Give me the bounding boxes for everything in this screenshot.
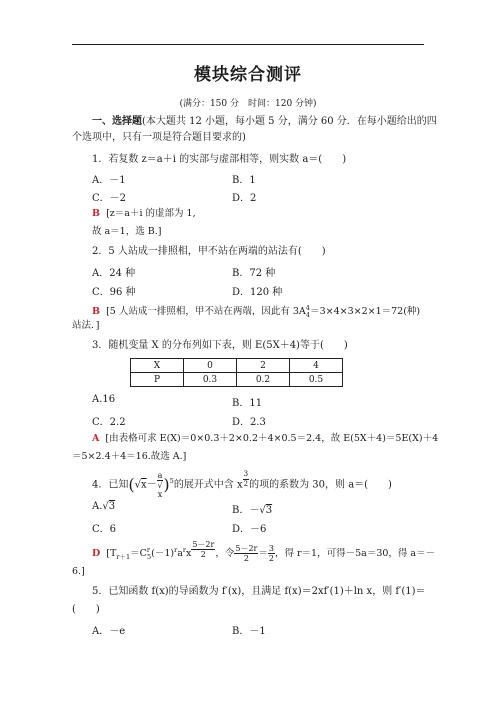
q4-frac2-den: 2 [243, 554, 249, 564]
q4-expr-x: x [141, 479, 147, 491]
table-cell: 0.3 [184, 373, 237, 387]
q1-explain-1: [z＝a＋i 的虚部为 1, [106, 208, 196, 219]
q2-option-a: A．24 种 [92, 268, 136, 279]
q1-answer-letter: B [92, 208, 101, 219]
q2-stem: 2．5 人站成一排照相，甲不站在两端的站法有( ) [92, 246, 326, 257]
q4-mid: 的展开式中含 x [173, 479, 243, 491]
table-row [131, 373, 343, 387]
q4-expr-pow: 5 [169, 477, 174, 485]
table-cell: P [131, 373, 184, 387]
q4-frac-3 [268, 544, 275, 563]
q4-expression: ( [128, 474, 135, 494]
q4-frac3-den: 2 [268, 554, 274, 564]
q4-expr-num: a [157, 470, 163, 480]
q4-answer [92, 540, 444, 567]
q4-explain-a: [T [106, 548, 117, 560]
q4-pow-num: 3 [243, 470, 249, 478]
q4-explain-a-sub: r＋1 [116, 553, 131, 562]
q4-explain-g: ＝ [258, 548, 268, 560]
distribution-table [130, 358, 343, 387]
q1-answer [92, 208, 444, 220]
q4-explain-2: 6.] [72, 566, 85, 577]
q4-stem: 4．已知(√x－ a √ x )$^5$的展开式中含 x $\frac{3}{2}$ 的项的系数为 30，则 a＝( ) [92, 470, 392, 499]
q4-frac1-den: 2 [200, 550, 206, 559]
q4-explain-f: ，令 [215, 548, 235, 560]
q2-option-d: D．120 种 [232, 287, 283, 298]
q2-answer-letter: B [92, 306, 101, 318]
q4-explain-b-sup: r [146, 546, 150, 554]
q4-explain-b: ＝C [130, 548, 147, 560]
q4-explain-c-sup: r [174, 546, 178, 554]
q4-explain-h: ，得 r＝1，可得－5a＝30，得 a＝－ [275, 548, 436, 560]
subtitle: (满分：150 分 时间：120 分钟) [179, 99, 317, 109]
q2-option-c: C．96 种 [92, 287, 136, 298]
q4-explain-d-sup: r [182, 546, 186, 554]
table-cell: X [131, 359, 184, 373]
q3-option-b: B．11 [232, 398, 263, 409]
section-intro [92, 116, 444, 128]
q4-option-b: B．－√3 [232, 505, 273, 516]
table-cell: 0 [184, 359, 237, 373]
q4-expr-den: √ x [157, 480, 163, 499]
q4-explain-b-sub: 5 [146, 553, 152, 562]
q4-close-paren: ) [163, 474, 170, 494]
q4-answer-letter: D [92, 548, 101, 560]
q4-frac3-num: 3 [268, 544, 274, 554]
q4-frac1-num: 5－2r [192, 540, 215, 549]
q4-tail: 的项的系数为 30，则 a＝( ) [249, 479, 392, 491]
q4-frac2-num: 5－2r [235, 544, 258, 554]
q4-explain-d: a [177, 548, 183, 560]
q1-option-a: A．－1 [92, 175, 126, 186]
q3-explain-1: [由表格可求 E(X)＝0×0.3＋2×0.2＋4×0.5＝2.4，故 E(5X＋4)＝5E(X)＋4 [105, 433, 439, 444]
table-cell: 2 [237, 359, 290, 373]
q3-answer [92, 433, 444, 445]
q4-option-a: A.√3 [92, 501, 116, 512]
q4-frac-1 [191, 540, 215, 559]
section-desc-1: (本大题共 12 小题，每小题 5 分，满分 60 分．在每小题给出的四 [142, 116, 437, 127]
q5-stem-1: 5．已知函数 f(x)的导函数为 f′(x)，且满足 f(x)＝2xf′(1)＋ln x，则 f′(1)＝ [92, 586, 426, 597]
q2-explain-1: [5 人站成一排照相，甲不站在两端，因此有 3A [106, 306, 306, 318]
q4-option-c: C．6 [92, 524, 117, 535]
q2-explain-tail: ＝3×4×3×2×1＝72(种) [310, 306, 421, 318]
q4-option-d: D．－6 [232, 524, 267, 535]
q2-option-b: B．72 种 [232, 268, 276, 279]
q4-expr-den-x: x [157, 489, 163, 499]
table-cell: 4 [290, 359, 343, 373]
q2-explain-2: 站法．] [72, 320, 100, 331]
section-heading: 一、选择题 [92, 116, 142, 127]
page-title: 模块综合测评 [194, 65, 302, 85]
q5-option-b: B．－1 [232, 626, 266, 637]
q4-explain-c: (－1) [151, 548, 175, 560]
q5-stem-2: ( ) [72, 604, 100, 615]
q1-option-c: C．－2 [92, 193, 127, 204]
top-rule [72, 44, 424, 45]
q2-answer [92, 302, 444, 321]
q4-pre: 4．已知 [92, 479, 129, 491]
q1-option-d: D．2 [232, 193, 257, 204]
q2-explain-sup: 4 [305, 304, 310, 312]
q4-frac-2 [234, 544, 258, 563]
table-cell: 0.2 [237, 373, 290, 387]
table-cell: 0.5 [290, 373, 343, 387]
q3-option-d: D．2.3 [232, 417, 266, 428]
q4-option-a-radicand: 3 [108, 501, 116, 512]
q4-explain-e: x [185, 548, 192, 560]
q4-option-b-label: B．－ [232, 505, 260, 516]
q1-explain-2: 故 a＝1，选 B.] [92, 226, 162, 237]
q4-pow-den: 2 [243, 480, 249, 488]
section-desc-2: 个选项中，只有一项是符合题目要求的) [72, 132, 246, 143]
q3-explain-2: ＝5×2.4＋4＝16.故选 A.] [72, 451, 187, 462]
table-row [131, 359, 343, 373]
q1-option-b: B．1 [232, 175, 256, 186]
q3-stem: 3．随机变量 X 的分布列如下表，则 E(5X＋4)等于( ) [92, 340, 348, 351]
q4-expr-minus: － [146, 479, 157, 491]
q2-explain-sub: 4 [305, 311, 311, 320]
q4-option-a-label: A. [92, 501, 103, 512]
q5-option-a: A．－e [92, 626, 126, 637]
q4-option-b-radicand: 3 [265, 505, 273, 516]
q1-stem: 1．若复数 z＝a＋i 的实部与虚部相等，则实数 a＝( ) [92, 154, 347, 165]
q3-option-a: A.16 [92, 394, 116, 405]
q3-answer-letter: A [92, 433, 100, 444]
q3-option-c: C．2.2 [92, 417, 126, 428]
